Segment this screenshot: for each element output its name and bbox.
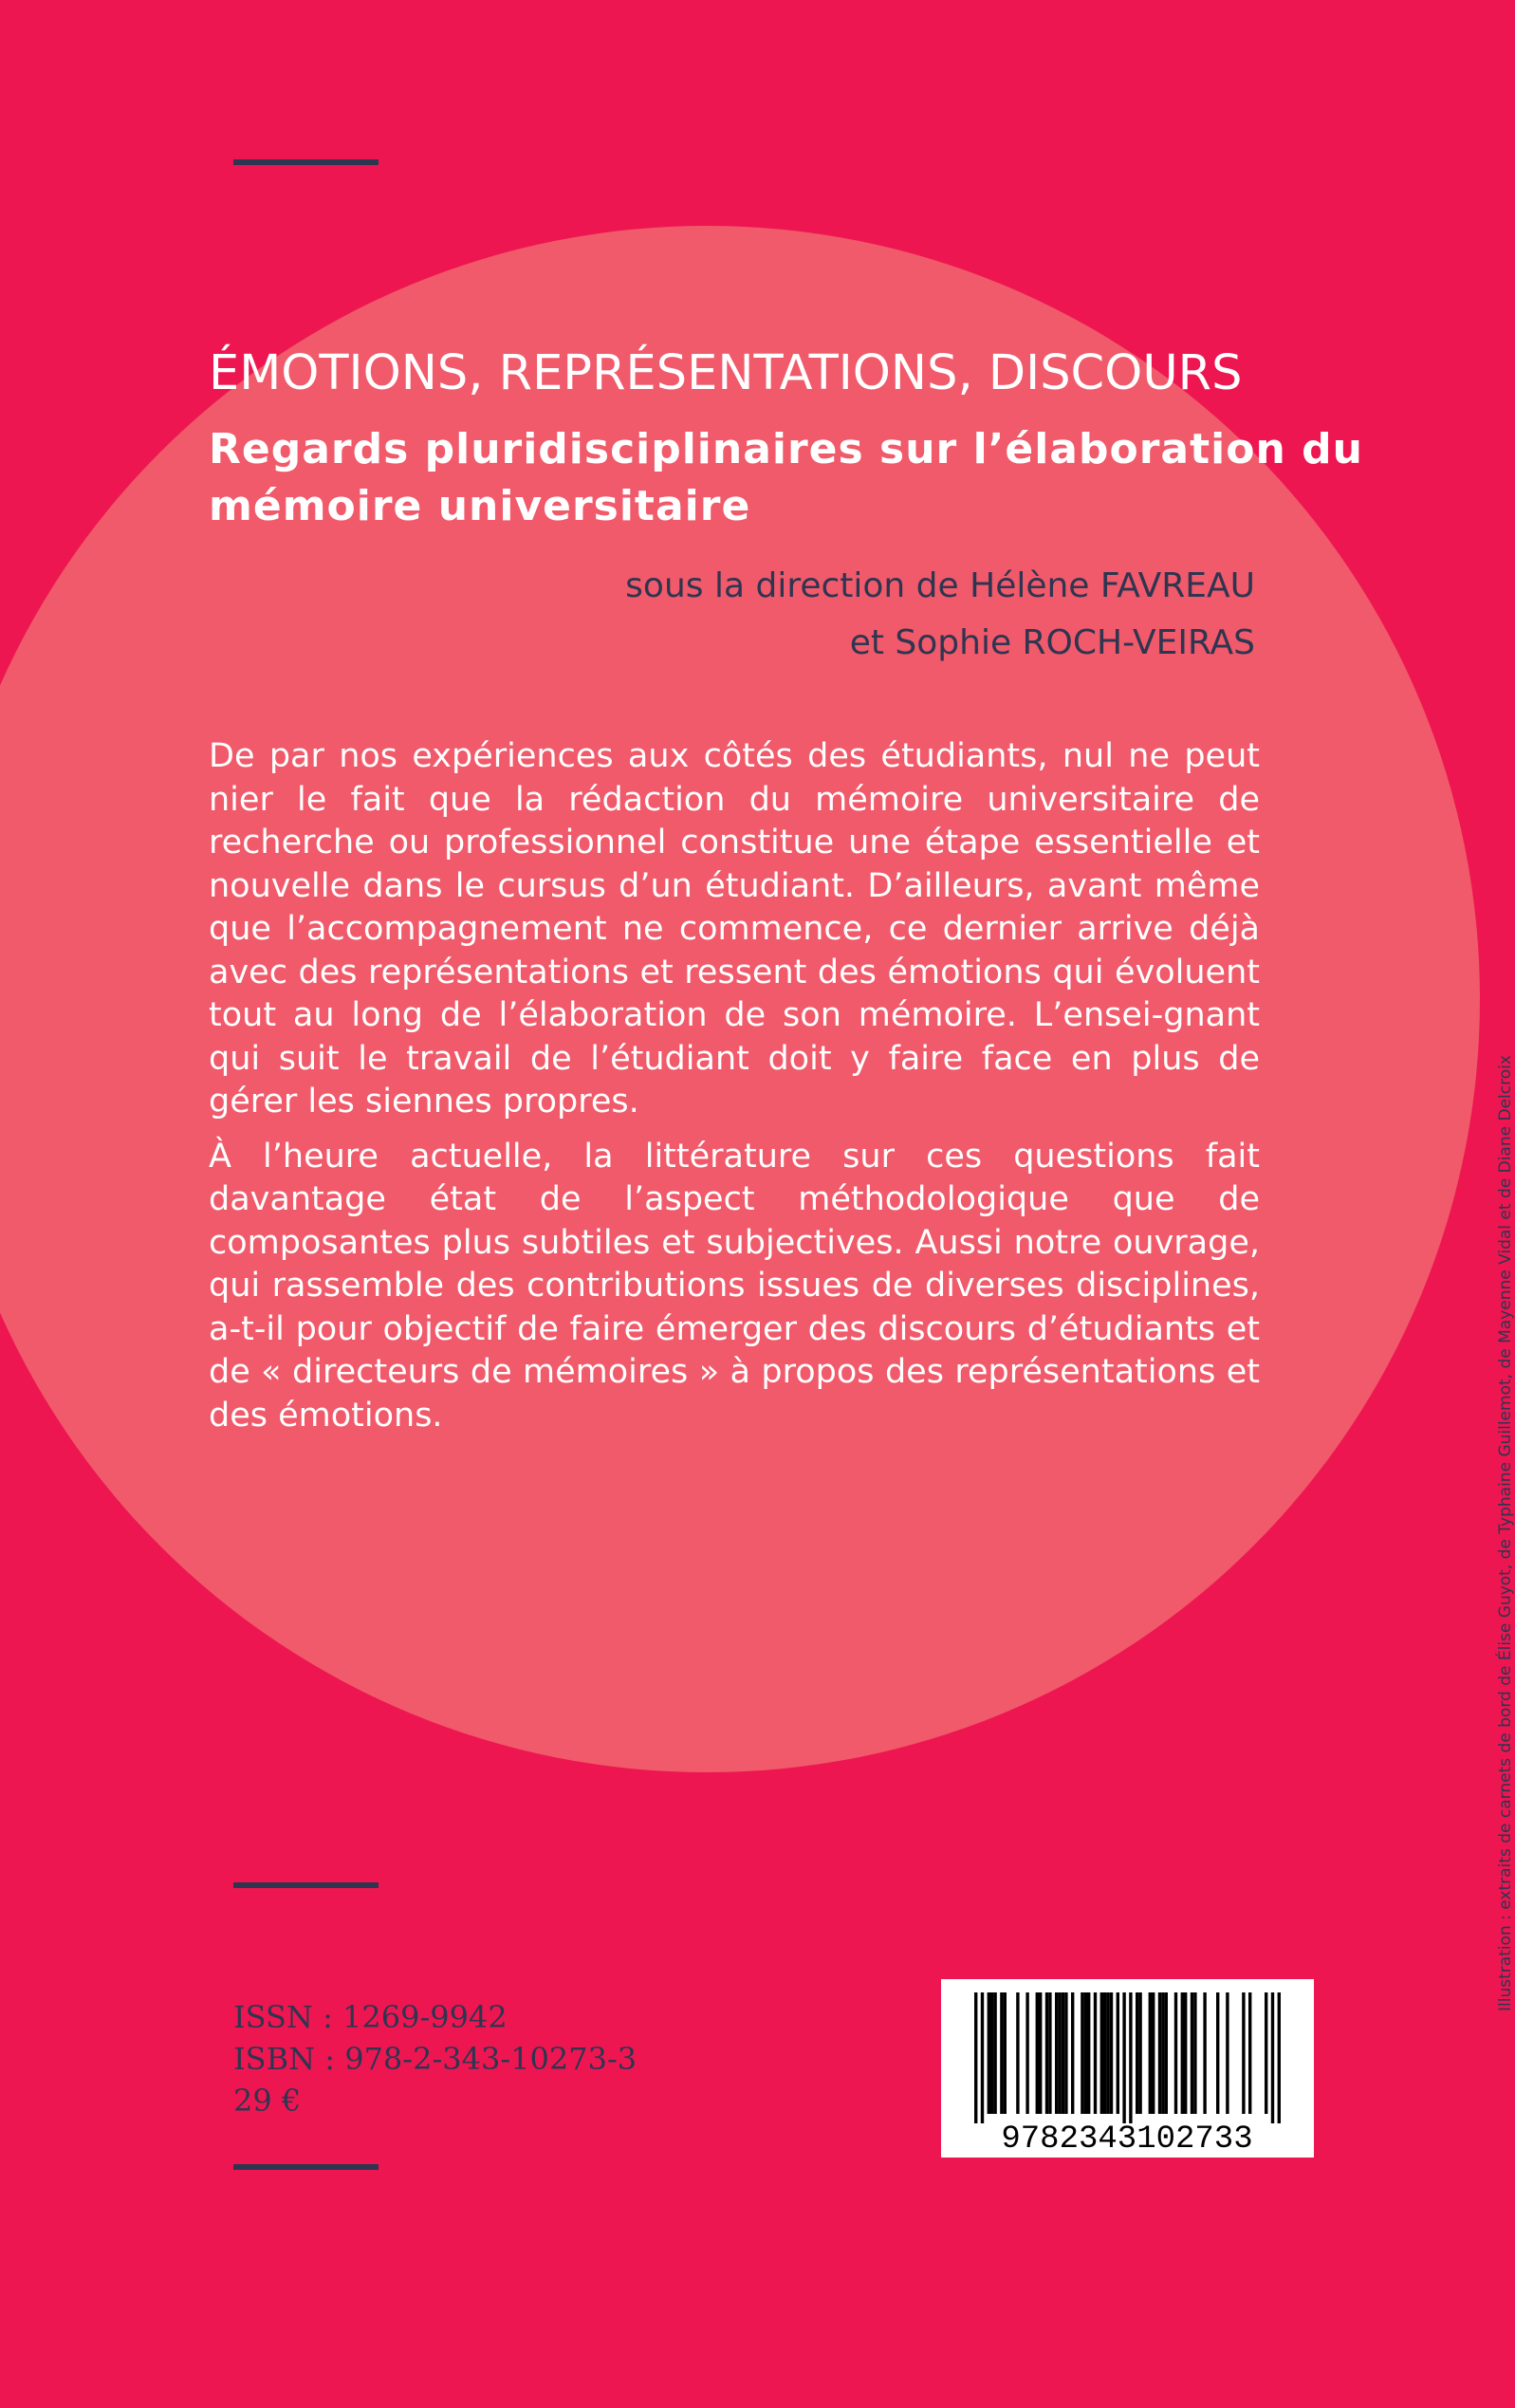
barcode-bar — [1191, 1992, 1193, 2114]
middle-rule — [233, 1882, 379, 1888]
barcode-bar — [1278, 1992, 1281, 2123]
barcode-bar — [1103, 1992, 1106, 2114]
barcode-bar — [1058, 1992, 1061, 2114]
barcode-bar — [1216, 1992, 1219, 2114]
barcode-bar — [1084, 1992, 1087, 2114]
barcode-bar — [1203, 1992, 1206, 2114]
barcode-bar — [1094, 1992, 1097, 2114]
barcode-bar — [1039, 1992, 1042, 2114]
barcode-bar — [1100, 1992, 1103, 2114]
barcode-bar — [1048, 1992, 1051, 2114]
issn: ISSN : 1269-9942 — [233, 1999, 508, 2035]
barcode-bar — [1016, 1992, 1019, 2114]
top-rule — [233, 159, 379, 165]
barcode-bar — [1184, 1992, 1187, 2114]
barcode-bar — [1129, 1992, 1132, 2123]
barcode-bar — [1106, 1992, 1109, 2114]
barcode-bar — [1064, 1992, 1067, 2114]
barcode-bar — [1158, 1992, 1161, 2114]
barcode-bar — [1062, 1992, 1064, 2114]
barcode-bar — [988, 1992, 990, 2114]
barcode-bar — [1045, 1992, 1048, 2114]
barcode-bar — [1161, 1992, 1164, 2114]
publication-info — [233, 1996, 637, 2121]
barcode-bar — [1136, 1992, 1138, 2114]
barcode-bar — [1036, 1992, 1039, 2114]
book-title: ÉMOTIONS, REPRÉSENTATIONS, DISCOURS — [209, 345, 1243, 401]
barcode-bar — [1271, 1992, 1274, 2123]
barcode-bar — [1110, 1992, 1113, 2114]
barcode-bar — [1081, 1992, 1083, 2114]
barcode-digits: 9782343102733 — [1001, 2121, 1253, 2158]
barcode-bar — [1055, 1992, 1058, 2114]
barcode-bar — [1248, 1992, 1251, 2114]
barcode-bar — [1000, 1992, 1003, 2114]
bottom-rule — [233, 2164, 379, 2170]
isbn: ISBN : 978-2-343-10273-3 — [233, 2041, 637, 2077]
blurb-paragraph-1: De par nos expériences aux côtés des étudiants, nul ne peut nier le fait que la rédaction du mémoire universitaire de recherche ou professionnel constitue une étape essentielle et nouvelle dans le cursus d’un étudiant. D’ailleurs, avant même que l’accompagnement ne commence, ce dernier arrive déjà avec des représentations et ressent des émotions qui évoluent tout au long de l’élaboration de son mémoire. L’ensei-gnant qui suit le travail de l’étudiant doit y faire face en plus de gérer les siennes propres. — [209, 737, 1260, 1121]
barcode-bar — [1117, 1992, 1119, 2114]
editors-block — [209, 558, 1255, 672]
illustration-credit: Illustration : extraits de carnets de bord de Élise Guyot, de Typhaine Guillemot, de Mayenne Vidal et de Diane Delcroix — [1496, 1055, 1515, 2011]
blurb-paragraph-2: À l’heure actuelle, la littérature sur ces questions fait davantage état de l’aspect méthodologique que de composantes plus subtiles et subjectives. Aussi notre ouvrage, qui rassemble des contributions issues de diverses disciplines, a-t-il pour objectif de faire émerger des discours d’étudiants et de « directeurs de mémoires » à propos des représentations et des émotions. — [209, 1137, 1260, 1435]
barcode-bar — [1174, 1992, 1177, 2114]
barcode-bar — [1265, 1992, 1267, 2114]
barcode — [941, 1979, 1314, 2158]
barcode-bar — [1226, 1992, 1229, 2114]
barcode-bar — [1138, 1992, 1141, 2114]
barcode-bar — [1181, 1992, 1184, 2114]
barcode-bar — [981, 1992, 984, 2123]
barcode-graphic — [941, 1979, 1314, 2158]
barcode-bar — [1087, 1992, 1090, 2114]
editors-line-1: sous la direction de Hélène FAVREAU — [625, 566, 1255, 605]
blurb — [209, 735, 1260, 1449]
barcode-bar — [1122, 1992, 1125, 2123]
barcode-bar — [1193, 1992, 1196, 2114]
barcode-bar — [1071, 1992, 1074, 2114]
book-subtitle: Regards pluridisciplinaires sur l’élaboration du mémoire universitaire — [209, 425, 1363, 530]
barcode-bar — [974, 1992, 977, 2123]
barcode-bar — [1152, 1992, 1155, 2114]
price: 29 € — [233, 2083, 302, 2119]
barcode-bar — [990, 1992, 993, 2114]
barcode-bar — [1025, 1992, 1028, 2114]
barcode-bar — [1149, 1992, 1152, 2114]
barcode-bar — [1165, 1992, 1168, 2114]
barcode-bar — [1242, 1992, 1245, 2114]
editors-line-2: et Sophie ROCH-VEIRAS — [849, 623, 1255, 662]
barcode-bar — [993, 1992, 996, 2114]
barcode-bar — [1004, 1992, 1007, 2114]
